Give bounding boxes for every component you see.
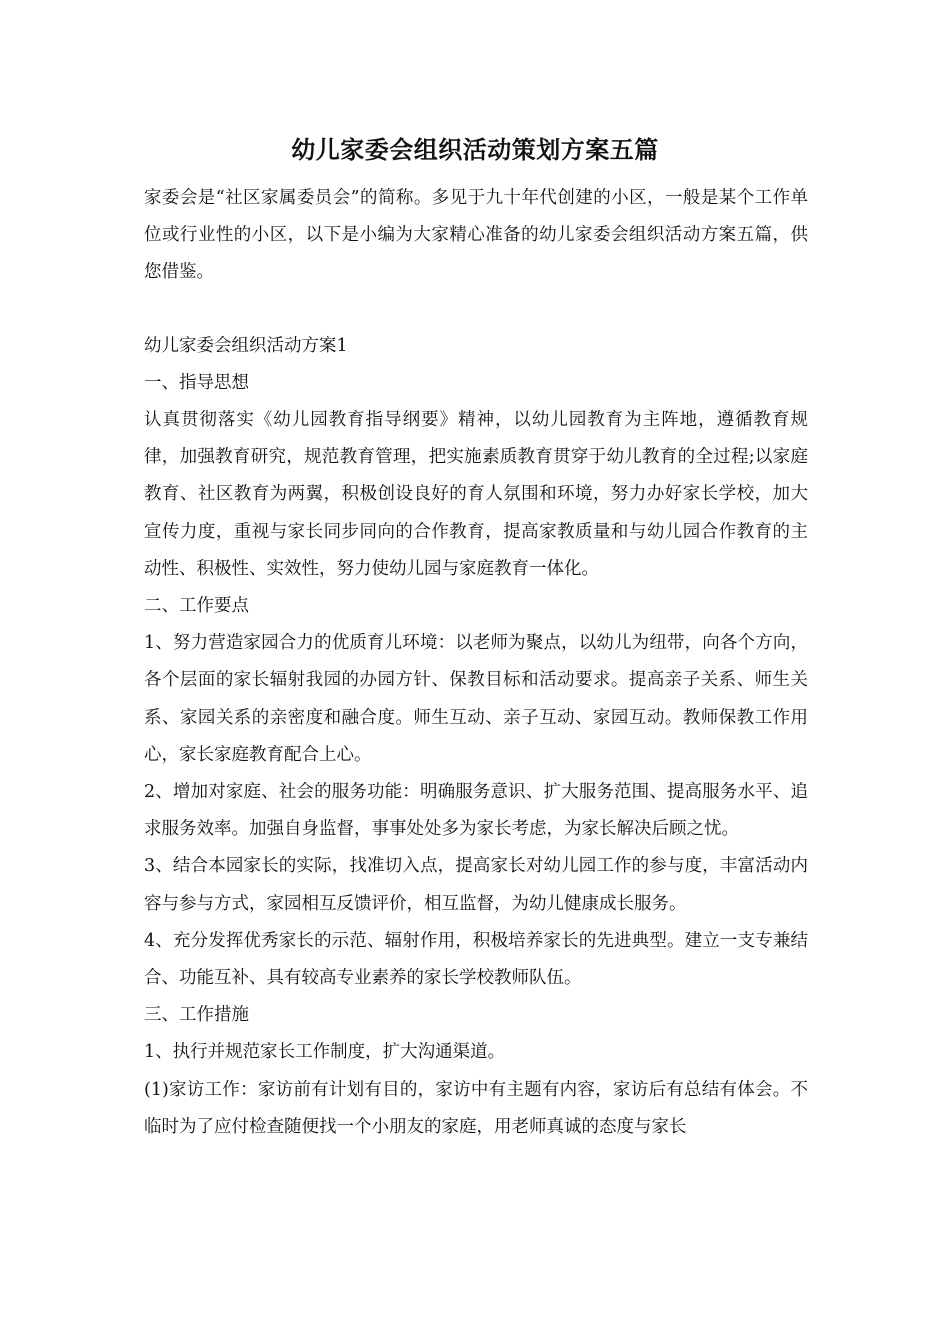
heading-work-points: 二、工作要点 [144,596,249,617]
intro-paragraph: 家委会是“社区家属委员会”的简称。多见于九十年代创建的小区，一般是某个工作单位或行业性的小区，以下是小编为大家精心准备的幼儿家委会组织活动方案五篇，供您借鉴。 [144,188,808,283]
heading-work-measures: 三、工作措施 [144,1005,249,1026]
document-title: 幼儿家委会组织活动策划方案五篇 [291,135,659,164]
body-paragraph: 2、增加对家庭、社会的服务功能：明确服务意识、扩大服务范围、提高服务水平、追求服务效率。加强自身监督，事事处处多为家长考虑，为家长解决后顾之忧。 [144,782,808,840]
body-paragraph: 认真贯彻落实《幼儿园教育指导纲要》精神，以幼儿园教育为主阵地，遵循教育规律，加强教育研究，规范教育管理，把实施素质教育贯穿于幼儿教育的全过程;以家庭教育、社区教育为两翼，积极创设良好的育人氛围和环境，努力办好家长学校，加大宣传力度，重视与家长同步同向的合作教育，提高家教质量和与幼儿园合作教育的主动性、积极性、实效性，努力使幼儿园与家庭教育一体化。 [144,410,808,579]
body-paragraph: 1、努力营造家园合力的优质育儿环境：以老师为聚点，以幼儿为纽带，向各个方向，各个层面的家长辐射我园的办园方针、保教目标和活动要求。提高亲子关系、师生关系、家园关系的亲密度和融合度。师生互动、亲子互动、家园互动。教师保教工作用心，家长家庭教育配合上心。 [144,633,808,765]
body-paragraph: 4、充分发挥优秀家长的示范、辐射作用，积极培养家长的先进典型。建立一支专兼结合、功能互补、具有较高专业素养的家长学校教师队伍。 [144,930,808,989]
heading-guiding-ideology: 一、指导思想 [144,372,249,393]
body-paragraph: (1)家访工作：家访前有计划有目的，家访中有主题有内容，家访后有总结有体会。不临时为了应付检查随便找一个小朋友的家庭，用老师真诚的态度与家长 [144,1079,808,1137]
document-body [144,180,808,1146]
body-paragraph: 3、结合本园家长的实际，找准切入点，提高家长对幼儿园工作的参与度，丰富活动内容与参与方式，家园相互反馈评价，相互监督，为幼儿健康成长服务。 [144,856,808,914]
body-paragraph: 1、执行并规范家长工作制度，扩大沟通渠道。 [144,1042,506,1063]
paragraph-spacer [144,292,808,328]
section-title: 幼儿家委会组织活动方案1 [144,335,348,356]
